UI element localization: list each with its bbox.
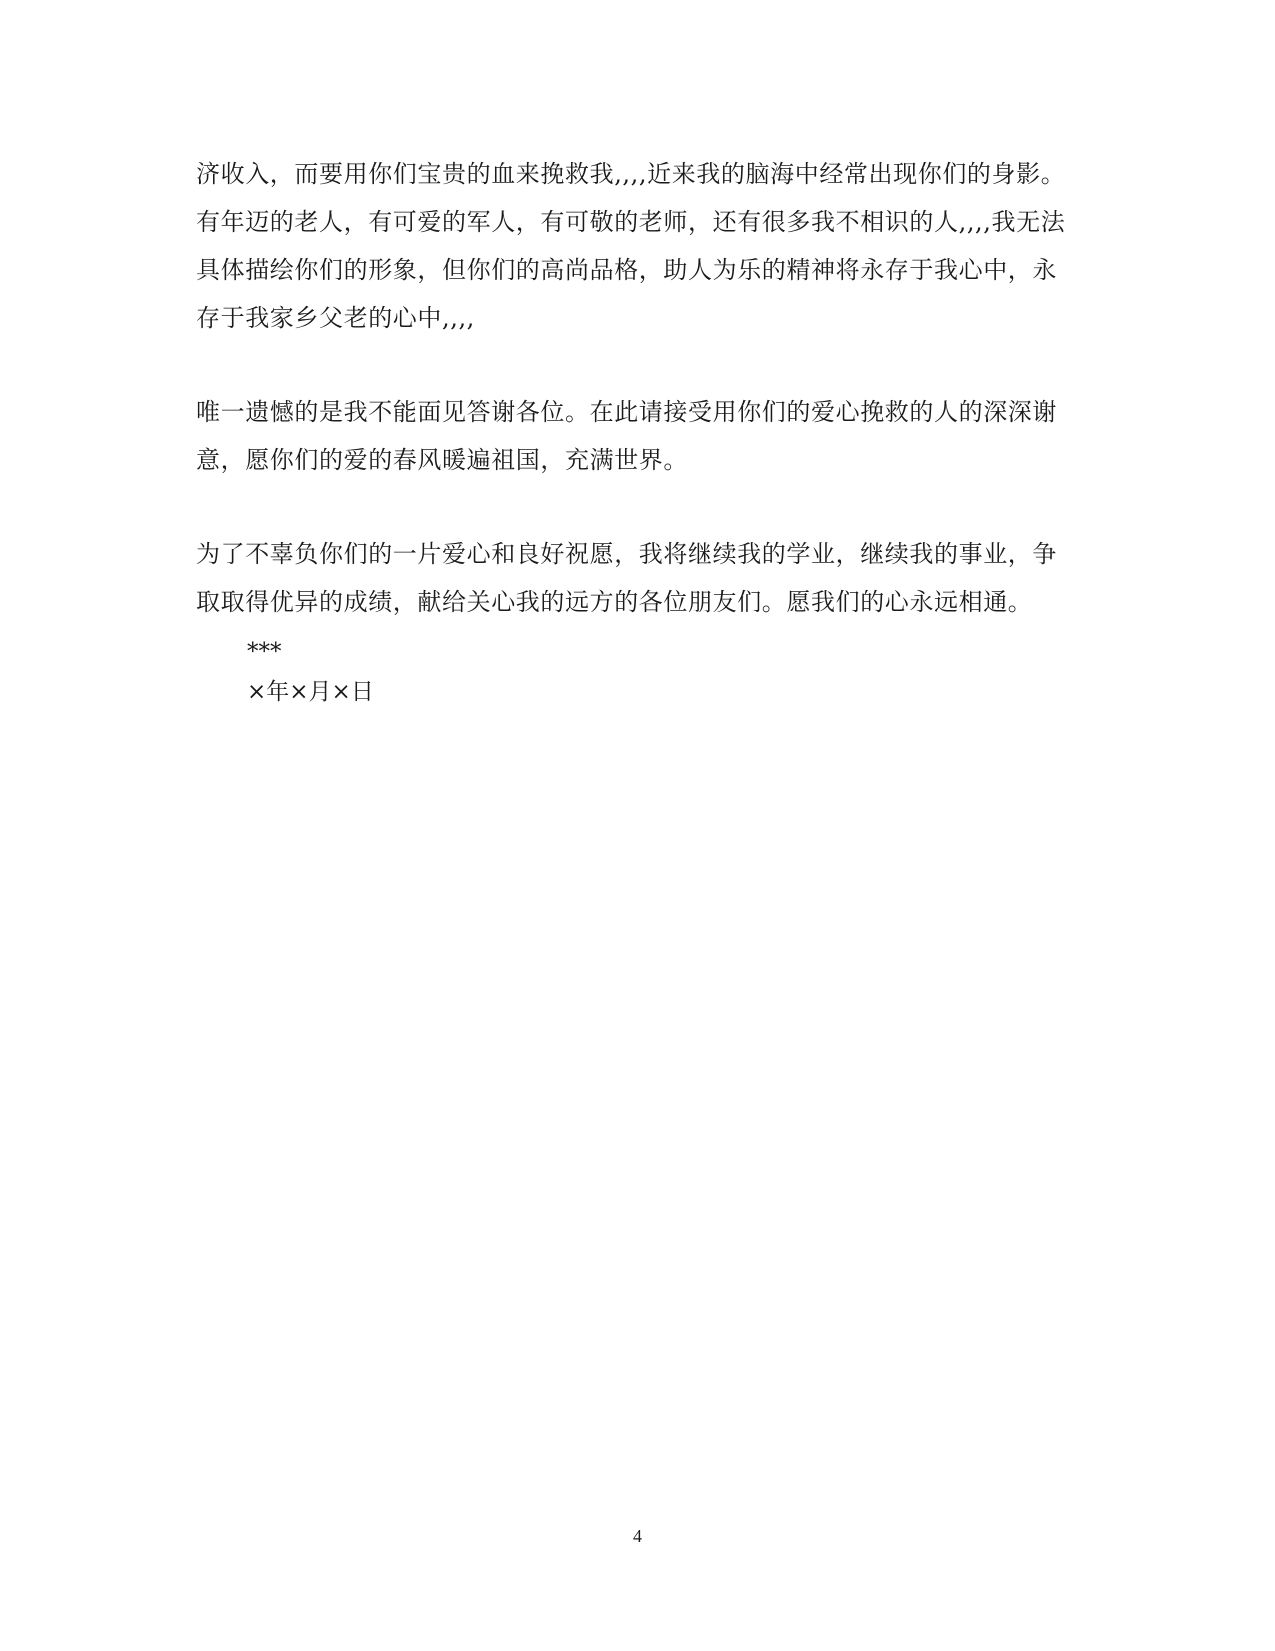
paragraph-line: 济收入，而要用你们宝贵的血来挽救我,,,,近来我的脑海中经常出现你们的身影。 xyxy=(196,160,1066,188)
paragraph-line: 具体描绘你们的形象，但你们的高尚品格，助人为乐的精神将永存于我心中，永 xyxy=(196,256,1057,284)
page-number: 4 xyxy=(633,1526,642,1546)
signature: *** xyxy=(247,639,282,665)
paragraph xyxy=(196,530,1076,626)
paragraph xyxy=(196,150,1076,342)
letter-body xyxy=(196,150,1076,626)
paragraph-line: 意，愿你们的爱的春风暖遍祖国，充满世界。 xyxy=(196,446,688,474)
paragraph-line: 唯一遗憾的是我不能面见答谢各位。在此请接受用你们的爱心挽救的人的深深谢 xyxy=(196,398,1057,426)
paragraph-line: 为了不辜负你们的一片爱心和良好祝愿，我将继续我的学业，继续我的事业，争 xyxy=(196,540,1057,568)
paragraph-line: 存于我家乡父老的心中,,,, xyxy=(196,304,475,332)
paragraph-line: 取取得优异的成绩，献给关心我的远方的各位朋友们。愿我们的心永远相通。 xyxy=(196,588,1033,616)
letter-date: ×年×月×日 xyxy=(247,679,374,705)
paragraph xyxy=(196,388,1076,484)
paragraph-line: 有年迈的老人，有可爱的军人，有可敬的老师，还有很多我不相识的人,,,,我无法 xyxy=(196,208,1066,236)
